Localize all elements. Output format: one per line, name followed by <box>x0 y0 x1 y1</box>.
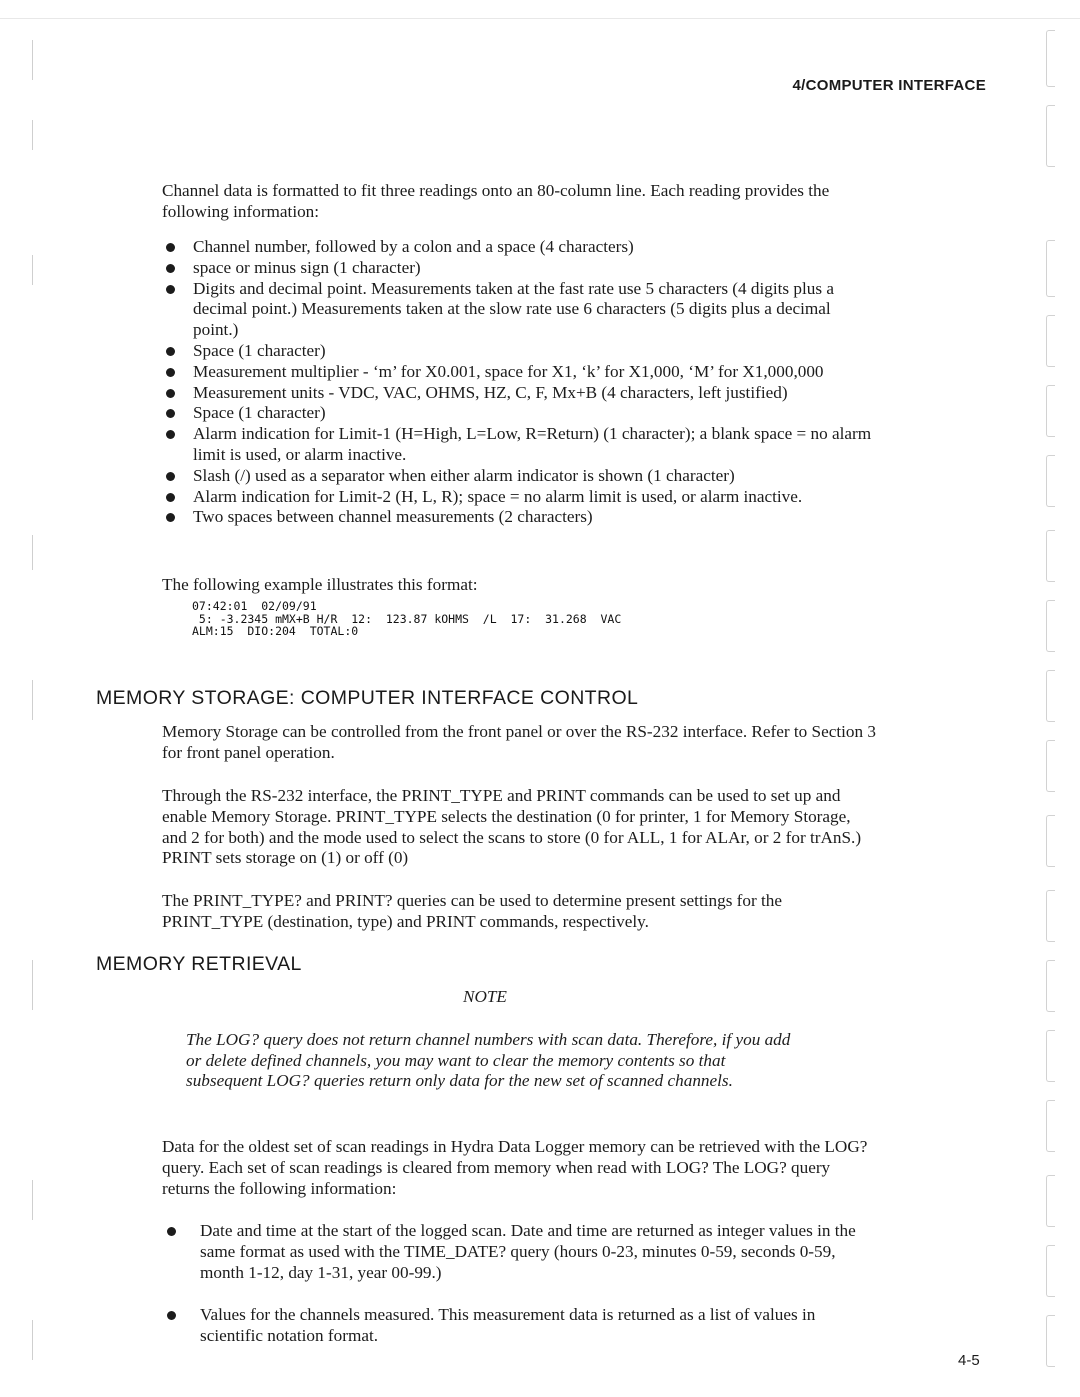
right-margin-bracket <box>1046 815 1055 867</box>
list-item: Space (1 character) <box>162 403 876 424</box>
right-margin-bracket <box>1046 530 1055 582</box>
page-number: 4-5 <box>958 1352 980 1369</box>
storage-paragraph: The PRINT_TYPE? and PRINT? queries can be used to determine present settings for the PRINT_TYPE (destination, type) and PRINT commands, respectively. <box>162 891 783 931</box>
right-margin-bracket <box>1046 1315 1055 1367</box>
right-margin-bracket <box>1046 740 1055 792</box>
note-title: NOTE <box>463 987 507 1006</box>
right-margin-bracket <box>1046 1030 1055 1082</box>
list-item: Alarm indication for Limit-2 (H, L, R); space = no alarm limit is used, or alarm inactive. <box>162 487 876 508</box>
left-margin-mark <box>32 255 33 285</box>
scan-edge-line <box>0 18 1080 19</box>
list-item: Space (1 character) <box>162 341 876 362</box>
bullet-icon <box>167 1311 176 1320</box>
right-margin-bracket <box>1046 960 1055 1012</box>
example-output <box>192 600 621 638</box>
bullet-icon <box>166 472 175 481</box>
bullet-icon <box>166 347 175 356</box>
storage-paragraph: Through the RS-232 interface, the PRINT_TYPE and PRINT commands can be used to set up and enable Memory Storage. PRINT_TYPE selects the destination (0 for printer, 1 for Memory Storage, and 2 for both) and the mode used to select the scans to store (0 for ALL, 1 for ALAr, or 2 for trAnS.) PRINT sets storage on (1) or off (0) <box>162 786 862 868</box>
left-margin-mark <box>32 680 33 720</box>
right-margin-bracket <box>1046 30 1055 87</box>
example-line: ALM:15 DIO:204 TOTAL:0 <box>192 624 359 639</box>
intro-paragraph: Channel data is formatted to fit three readings onto an 80-column line. Each reading provides the following information: <box>162 181 830 221</box>
storage-paragraph: Memory Storage can be controlled from the front panel or over the RS-232 interface. Refer to Section 3 for front panel operation. <box>162 722 877 762</box>
right-margin-bracket <box>1046 315 1055 367</box>
bullet-icon <box>166 243 175 252</box>
example-line: 5: -3.2345 mMX+B H/R 12: 123.87 kOHMS /L 17: 31.268 VAC <box>192 611 622 626</box>
left-margin-mark <box>32 1320 33 1360</box>
left-margin-mark <box>32 1180 33 1220</box>
list-item: Channel number, followed by a colon and a space (4 characters) <box>162 237 876 258</box>
bullet-icon <box>166 264 175 273</box>
right-margin-bracket <box>1046 1245 1055 1297</box>
left-margin-mark <box>32 960 33 1010</box>
left-margin-mark <box>32 120 33 150</box>
section-heading-memory-retrieval: MEMORY RETRIEVAL <box>96 953 302 975</box>
bullet-icon <box>166 430 175 439</box>
right-margin-bracket <box>1046 1175 1055 1227</box>
list-item: Slash (/) used as a separator when either alarm indicator is shown (1 character) <box>162 466 876 487</box>
note-body: The LOG? query does not return channel numbers with scan data. Therefore, if you add or delete defined channels, you may want to clear the memory contents so that subsequent LOG? queries return only data for the new set of scanned channels. <box>186 1030 791 1091</box>
right-margin-bracket <box>1046 385 1055 437</box>
right-margin-bracket <box>1046 105 1055 167</box>
bullet-icon <box>166 493 175 502</box>
left-margin-mark <box>32 40 33 80</box>
bullet-icon <box>166 513 175 522</box>
right-margin-bracket <box>1046 240 1055 297</box>
bullet-icon <box>167 1227 176 1236</box>
list-item: Measurement multiplier - ‘m’ for X0.001, space for X1, ‘k’ for X1,000, ‘M’ for X1,000,000 <box>162 362 876 383</box>
right-margin-bracket <box>1046 600 1055 652</box>
list-item: Two spaces between channel measurements (2 characters) <box>162 507 876 528</box>
bullet-icon <box>166 409 175 418</box>
bullet-icon <box>166 285 175 294</box>
section-heading-memory-storage: MEMORY STORAGE: COMPUTER INTERFACE CONTROL <box>96 687 639 709</box>
right-margin-bracket <box>1046 455 1055 507</box>
right-margin-bracket <box>1046 1100 1055 1152</box>
left-margin-mark <box>32 535 33 570</box>
format-list <box>162 237 876 528</box>
example-intro: The following example illustrates this format: <box>162 575 478 594</box>
list-item: Measurement units - VDC, VAC, OHMS, HZ, C, F, Mx+B (4 characters, left justified) <box>162 383 876 404</box>
right-margin-bracket <box>1046 670 1055 722</box>
bullet-icon <box>166 368 175 377</box>
running-header: 4/COMPUTER INTERFACE <box>792 77 986 94</box>
example-line: 07:42:01 02/09/91 <box>192 599 317 613</box>
list-item: Digits and decimal point. Measurements taken at the fast rate use 5 characters (4 digits plus a decimal point.) Measurements taken at the slow rate use 6 characters (5 digits plus a decimal point.) <box>162 279 876 341</box>
list-item: Values for the channels measured. This measurement data is returned as a list of values in scientific notation format. <box>162 1305 882 1347</box>
right-margin-bracket <box>1046 890 1055 942</box>
list-item: Alarm indication for Limit-1 (H=High, L=Low, R=Return) (1 character); a blank space = no alarm limit is used, or alarm inactive. <box>162 424 876 466</box>
list-item: Date and time at the start of the logged scan. Date and time are returned as integer values in the same format as used with the TIME_DATE? query (hours 0-23, minutes 0-59, seconds 0-59, month 1-12, day 1-31, year 00-99.) <box>162 1221 882 1283</box>
list-item: space or minus sign (1 character) <box>162 258 876 279</box>
retrieval-paragraph: Data for the oldest set of scan readings in Hydra Data Logger memory can be retrieved with the LOG? query. Each set of scan readings is cleared from memory when read with LOG? The LOG? query returns the following information: <box>162 1137 868 1198</box>
log-return-list <box>162 1221 882 1347</box>
bullet-icon <box>166 389 175 398</box>
